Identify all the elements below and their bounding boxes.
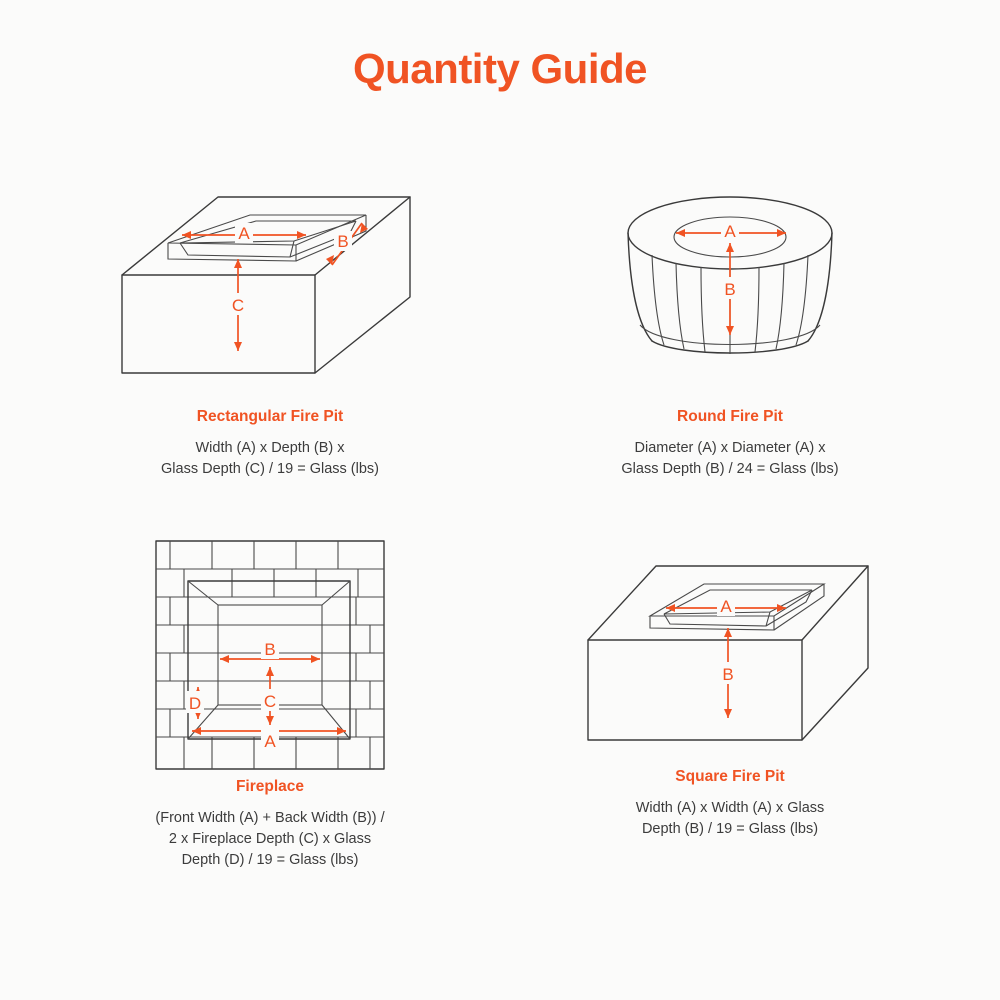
rectangular-fire-pit-illustration	[110, 170, 430, 400]
formula-line: Glass Depth (C) / 19 = Glass (lbs)	[161, 461, 379, 478]
formula-line: Diameter (A) x Diameter (A) x	[634, 440, 826, 456]
dim-label-a: A	[264, 732, 276, 751]
dim-label-a: A	[720, 597, 732, 616]
item-title-rectangular-fire-pit: Rectangular Fire Pit	[196, 408, 344, 425]
round-fire-pit-illustration	[600, 170, 860, 400]
item-title-round-fire-pit: Round Fire Pit	[677, 408, 783, 425]
formula-line: (Front Width (A) + Back Width (B)) /	[155, 810, 385, 826]
dim-label-b: B	[722, 665, 734, 684]
dim-label-b: B	[264, 640, 276, 659]
guide-grid	[40, 170, 960, 869]
item-title-fireplace: Fireplace	[235, 778, 305, 795]
formula-line: Width (A) x Width (A) x Glass	[635, 800, 825, 816]
guide-item-fireplace	[40, 500, 500, 869]
guide-item-rectangular-fire-pit	[40, 170, 500, 500]
fireplace-illustration	[150, 540, 390, 770]
dim-label-a: A	[724, 222, 736, 241]
dim-label-c: C	[231, 296, 245, 315]
guide-item-square-fire-pit	[500, 500, 960, 838]
dim-label-a: A	[238, 224, 250, 243]
guide-item-round-fire-pit	[500, 170, 960, 500]
item-formula-fireplace	[155, 808, 384, 871]
formula-line: 2 x Fireplace Depth (C) x Glass	[168, 831, 372, 848]
formula-line: Depth (D) / 19 = Glass (lbs)	[181, 852, 359, 869]
dim-label-b: B	[337, 232, 349, 251]
formula-line: Glass Depth (B) / 24 = Glass (lbs)	[621, 461, 839, 478]
formula-line: Width (A) x Depth (B) x	[195, 440, 345, 456]
item-formula-round-fire-pit	[621, 438, 838, 480]
page-title: Quantity Guide	[352, 45, 647, 92]
item-formula-rectangular-fire-pit	[161, 438, 379, 480]
dim-label-c: C	[263, 692, 277, 711]
square-fire-pit-illustration	[580, 540, 880, 760]
dim-label-d: D	[188, 694, 202, 713]
item-title-square-fire-pit: Square Fire Pit	[675, 768, 785, 785]
formula-line: Depth (B) / 19 = Glass (lbs)	[641, 821, 819, 838]
dim-label-b: B	[724, 280, 736, 299]
item-formula-square-fire-pit	[636, 798, 825, 840]
